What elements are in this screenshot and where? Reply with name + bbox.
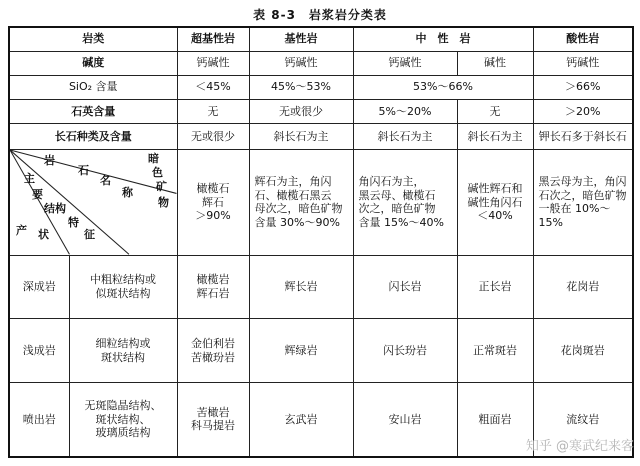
minerals-line: 辉石 [202, 195, 224, 209]
quartz-cell: 无或很少 [249, 99, 353, 123]
diag-label-want: 要 [32, 188, 43, 202]
alkalinity-cell: 钙碱性 [353, 51, 457, 75]
structure-line: 无斑隐晶结构、 [84, 398, 162, 412]
rock-cell: 闪长岩 [353, 255, 457, 319]
rock-cell [177, 255, 249, 319]
feldspar-label: 长石种类及含量 [9, 124, 177, 150]
sio2-cell: 53%～66% [353, 75, 533, 99]
group-intermediate: 中 性 岩 [353, 27, 533, 51]
sio2-label: SiO₂ 含量 [9, 75, 177, 99]
diag-label-occurrence: 产 [16, 224, 27, 238]
feldspar-cell: 斜长石为主 [353, 124, 457, 150]
diag-label-stone: 石 [78, 164, 89, 178]
occurrence-deep: 深成岩 [9, 255, 69, 319]
group-ultrabasic: 超基性岩 [177, 27, 249, 51]
diag-label-matter: 物 [158, 196, 169, 210]
minerals-cell [457, 150, 533, 255]
minerals-cell [533, 150, 633, 255]
rock-name: 苦橄岩 [196, 405, 230, 419]
feldspar-cell: 斜长石为主 [457, 124, 533, 150]
structure-line: 斑状结构、 [95, 412, 151, 426]
rock-cell [177, 382, 249, 457]
minerals-line: 碱性辉石和 [467, 181, 523, 195]
minerals-line: 母次之，暗色矿物 [254, 202, 343, 216]
feldspar-cell: 斜长石为主 [249, 124, 353, 150]
alkalinity-cell: 钙碱性 [249, 51, 353, 75]
minerals-line: 次之，暗色矿物 [358, 202, 436, 216]
structure-line: 细粒结构或 [95, 336, 151, 350]
diag-label-feature: 特 [68, 216, 79, 230]
alkalinity-cell: 碱性 [457, 51, 533, 75]
diagonal-header-cell [9, 150, 177, 255]
rock-cell: 正长岩 [457, 255, 533, 319]
rock-name: 橄榄岩 [196, 273, 230, 287]
diag-label-sign: 征 [84, 228, 95, 242]
sio2-cell: 45%～53% [249, 75, 353, 99]
rock-cell: 粗面岩 [457, 382, 533, 457]
alkalinity-cell: 钙碱性 [177, 51, 249, 75]
rock-cell: 辉长岩 [249, 255, 353, 319]
structure-line: 中粗粒结构或 [90, 273, 156, 287]
minerals-line: 一般在 10%～15% [538, 202, 611, 230]
rock-name: 苦橄玢岩 [191, 350, 235, 364]
occurrence-shallow: 浅成岩 [9, 319, 69, 383]
igneous-rock-classification-table [8, 26, 634, 458]
diag-label-name: 名 [100, 174, 111, 188]
minerals-line: 含量 30%～90% [254, 216, 340, 230]
minerals-line: 碱性角闪石 [467, 195, 523, 209]
structure-line: 似斑状结构 [95, 286, 151, 300]
minerals-line: 含量 15%～40% [358, 216, 444, 230]
minerals-line: 黑云母为主，角闪 [538, 174, 627, 188]
quartz-cell: 5%～20% [353, 99, 457, 123]
rock-cell: 安山岩 [353, 382, 457, 457]
diag-label-call: 称 [122, 186, 133, 200]
structure-line: 斑状结构 [101, 350, 145, 364]
quartz-label: 石英含量 [9, 99, 177, 123]
rock-cell: 闪长玢岩 [353, 319, 457, 383]
occurrence-extrusive: 喷出岩 [9, 382, 69, 457]
diag-label-dark: 暗 [148, 152, 159, 166]
minerals-line: 辉石为主，角闪 [254, 174, 332, 188]
quartz-cell: ＞20% [533, 99, 633, 123]
minerals-cell [353, 150, 457, 255]
group-basic: 基性岩 [249, 27, 353, 51]
feldspar-cell: 无或很少 [177, 124, 249, 150]
diag-label-main: 主 [24, 172, 35, 186]
watermark: 知乎 @寒武纪来客 [525, 439, 634, 454]
minerals-line: ＜40% [477, 209, 513, 223]
minerals-cell [249, 150, 353, 255]
diag-label-mineral: 矿 [156, 180, 167, 194]
minerals-line: 石、橄榄石黑云 [254, 188, 332, 202]
minerals-cell [177, 150, 249, 255]
feldspar-cell: 钾长石多于斜长石 [533, 124, 633, 150]
minerals-line: 橄榄石 [196, 181, 230, 195]
quartz-cell: 无 [177, 99, 249, 123]
rock-cell: 花岗斑岩 [533, 319, 633, 383]
minerals-line: ＞90% [195, 209, 231, 223]
rock-name: 科马提岩 [191, 419, 235, 433]
sio2-cell: ＞66% [533, 75, 633, 99]
structure-deep [69, 255, 177, 319]
diag-label-color: 色 [152, 166, 163, 180]
diag-label-rock: 岩 [44, 154, 55, 168]
sio2-cell: ＜45% [177, 75, 249, 99]
diag-label-state: 状 [38, 228, 49, 242]
minerals-line: 石次之，暗色矿物 [538, 188, 627, 202]
group-acidic: 酸性岩 [533, 27, 633, 51]
alkalinity-label: 碱度 [9, 51, 177, 75]
rock-cell: 辉绿岩 [249, 319, 353, 383]
minerals-line: 角闪石为主， [358, 174, 425, 188]
minerals-line: 黑云母、橄榄石 [358, 188, 436, 202]
structure-line: 玻璃质结构 [95, 426, 151, 440]
rock-name: 辉石岩 [196, 286, 230, 300]
alkalinity-cell: 钙碱性 [533, 51, 633, 75]
diag-label-structure: 结构 [44, 202, 66, 216]
rock-cell: 流纹岩 [533, 382, 633, 457]
rock-cell: 玄武岩 [249, 382, 353, 457]
structure-extrusive [69, 382, 177, 457]
structure-shallow [69, 319, 177, 383]
rock-cell [177, 319, 249, 383]
rock-cell: 正常斑岩 [457, 319, 533, 383]
rock-cell: 花岗岩 [533, 255, 633, 319]
rock-name: 金伯利岩 [191, 336, 235, 350]
rock-type-header: 岩类 [9, 27, 177, 51]
quartz-cell: 无 [457, 99, 533, 123]
table-caption: 表 8-3 岩浆岩分类表 [253, 8, 387, 22]
